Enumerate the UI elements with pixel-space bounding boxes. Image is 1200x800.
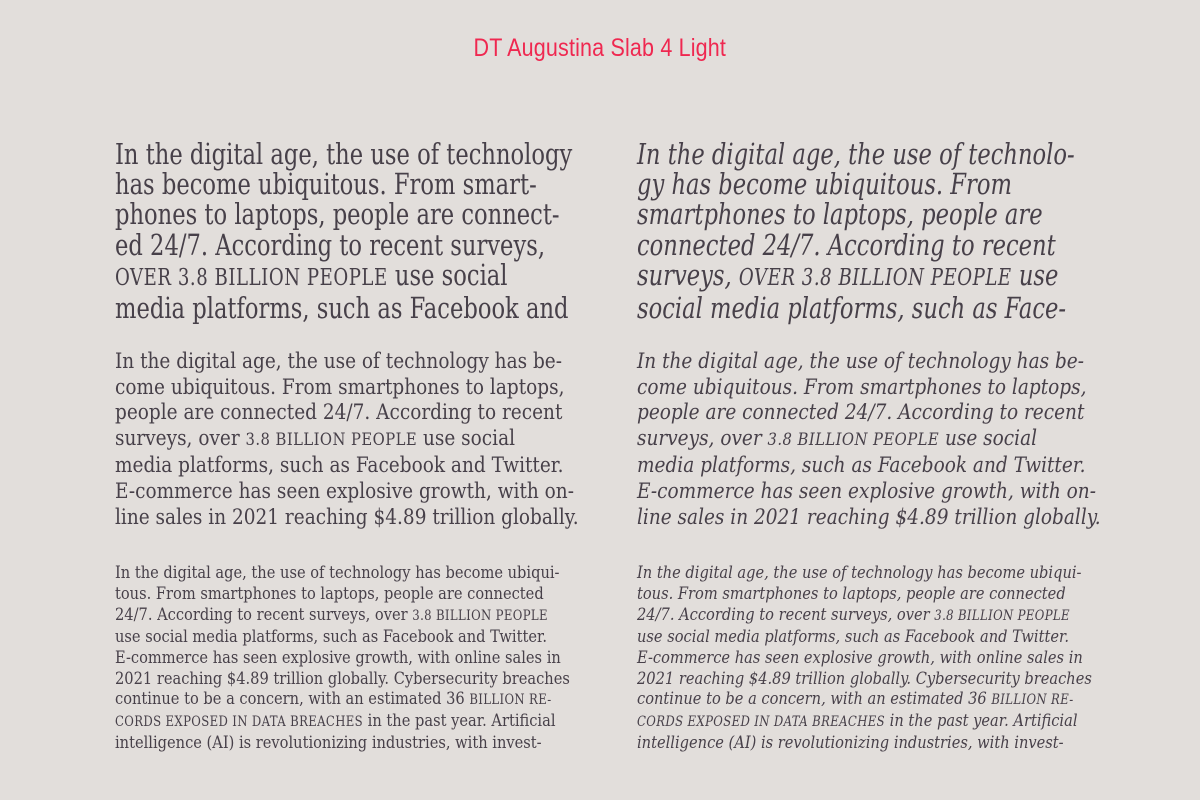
specimen-line [637,197,1075,232]
text-run: phones to laptops, people are connect- [115,197,560,232]
text-run: E-commerce has seen explosive growth, with online sales in [637,647,1083,668]
text-run: 2021 reaching $4.89 trillion globally. Cybersecurity breaches [115,668,570,689]
specimen-line [637,584,1092,605]
specimen-line [115,291,572,326]
specimen-line [115,584,570,605]
text-run: connected 24/7. According to recent [637,227,1056,262]
specimen-line [115,505,579,531]
specimen-line [637,627,1092,648]
text-run: use social media platforms, such as Facebook and Twitter. [637,626,1070,647]
small-caps-run: OVER 3.8 BILLION PEOPLE [738,263,1012,291]
text-run: surveys, [637,257,739,292]
specimen-line [115,605,570,627]
text-run: come ubiquitous. From smartphones to laptops, [637,374,1087,400]
text-run: line sales in 2021 reaching $4.89 trillion globally. [637,504,1101,530]
specimen-line [115,426,579,454]
specimen-line [115,400,579,426]
specimen-line [115,375,579,401]
specimen-line [115,167,572,202]
text-run: smartphones to laptops, people are [637,197,1043,232]
text-run: In the digital age, the use of technology has become ubiqui- [115,563,560,583]
font-name-title-text: DT Augustina Slab 4 Light [473,33,727,62]
text-run: use [1011,257,1059,292]
text-run: In the digital age, the use of technology [115,137,573,171]
text-run: E-commerce has seen explosive growth, with on- [115,478,574,504]
text-run: use social [387,257,508,292]
specimen-medium-regular [115,349,579,530]
text-run: in the past year. Artificial [363,711,556,732]
text-run: In the digital age, the use of technolo- [637,137,1075,171]
specimen-line [115,453,579,479]
text-run: use social [939,425,1038,451]
small-caps-run: BILLION RE- [991,692,1074,709]
text-run: people are connected 24/7. According to recent [115,400,563,426]
specimen-line [637,139,1075,169]
text-run: media platforms, such as Facebook and Twitter. [637,453,1086,479]
text-run: tous. From smartphones to laptops, people are connected [115,583,544,604]
specimen-line [115,257,572,293]
text-run: tous. From smartphones to laptops, people are connected [637,583,1066,604]
text-run: people are connected 24/7. According to recent [637,400,1085,426]
specimen-line [637,227,1075,262]
specimen-small-italic [637,563,1092,754]
small-caps-run: 3.8 BILLION PEOPLE [412,607,548,624]
small-caps-run: 3.8 BILLION PEOPLE [934,607,1070,624]
text-run: social media platforms, such as Face- [637,291,1067,326]
text-run: 24/7. According to recent surveys, over [115,604,413,625]
specimen-line [637,400,1101,426]
specimen-line [637,563,1092,584]
specimen-line [637,375,1101,401]
text-run: use social [417,425,516,451]
text-run: gy has become ubiquitous. From [637,167,1012,202]
small-caps-run: CORDS EXPOSED IN DATA BREACHES [637,714,886,731]
font-name-title [0,30,1200,66]
specimen-line [637,733,1092,754]
specimen-large-regular [115,137,573,326]
small-caps-run: 3.8 BILLION PEOPLE [767,429,940,450]
text-run: line sales in 2021 reaching $4.89 trillion globally. [115,504,579,530]
specimen-line [637,479,1101,505]
text-run: use social media platforms, such as Facebook and Twitter. [115,626,548,647]
text-run: In the digital age, the use of technology has become ubiqui- [637,563,1082,583]
small-caps-run: OVER 3.8 BILLION PEOPLE [115,263,388,291]
specimen-medium-italic [637,349,1101,530]
text-run: intelligence (AI) is revolutionizing industries, with invest- [115,733,542,754]
text-run: 24/7. According to recent surveys, over [637,604,935,625]
text-run: In the digital age, the use of technology has be- [637,349,1084,374]
specimen-line [115,139,572,169]
text-run: E-commerce has seen explosive growth, with online sales in [115,647,561,668]
specimen-line [115,563,570,584]
specimen-line [115,689,570,711]
text-run: E-commerce has seen explosive growth, with on- [637,478,1096,504]
specimen-line [637,605,1092,627]
text-run: has become ubiquitous. From smart- [115,167,537,202]
specimen-line [115,711,570,733]
specimen-line [115,669,570,690]
specimen-small-regular [115,563,570,754]
specimen-line [637,689,1092,711]
specimen-line [637,291,1075,326]
specimen-line [637,349,1101,375]
small-caps-run: BILLION RE- [469,692,552,709]
specimen-line [115,197,572,232]
specimen-line [115,627,570,648]
specimen-line [115,733,570,754]
text-run: ed 24/7. According to recent surveys, [115,227,546,262]
specimen-line [115,227,572,262]
specimen-line [637,669,1092,690]
specimen-line [637,711,1092,733]
specimen-line [637,648,1092,669]
specimen-line [637,257,1075,293]
specimen-line [115,349,579,375]
text-run: come ubiquitous. From smartphones to laptops, [115,374,565,400]
text-run: intelligence (AI) is revolutionizing industries, with invest- [637,733,1064,754]
specimen-line [115,479,579,505]
specimen-line [637,505,1101,531]
text-run: surveys, over [115,425,246,451]
text-run: media platforms, such as Facebook and Twitter. [115,453,564,479]
specimen-line [637,426,1101,454]
text-run: media platforms, such as Facebook and [115,291,569,326]
text-run: In the digital age, the use of technology has be- [115,349,562,374]
small-caps-run: CORDS EXPOSED IN DATA BREACHES [115,714,364,731]
specimen-line [637,453,1101,479]
text-run: continue to be a concern, with an estimated 36 [115,689,470,710]
text-run: surveys, over [637,425,768,451]
text-run: continue to be a concern, with an estimated 36 [637,689,992,710]
small-caps-run: 3.8 BILLION PEOPLE [245,429,418,450]
specimen-large-italic [637,137,1075,326]
text-run: in the past year. Artificial [885,711,1078,732]
text-run: 2021 reaching $4.89 trillion globally. Cybersecurity breaches [637,668,1092,689]
specimen-line [637,167,1075,202]
specimen-line [115,648,570,669]
